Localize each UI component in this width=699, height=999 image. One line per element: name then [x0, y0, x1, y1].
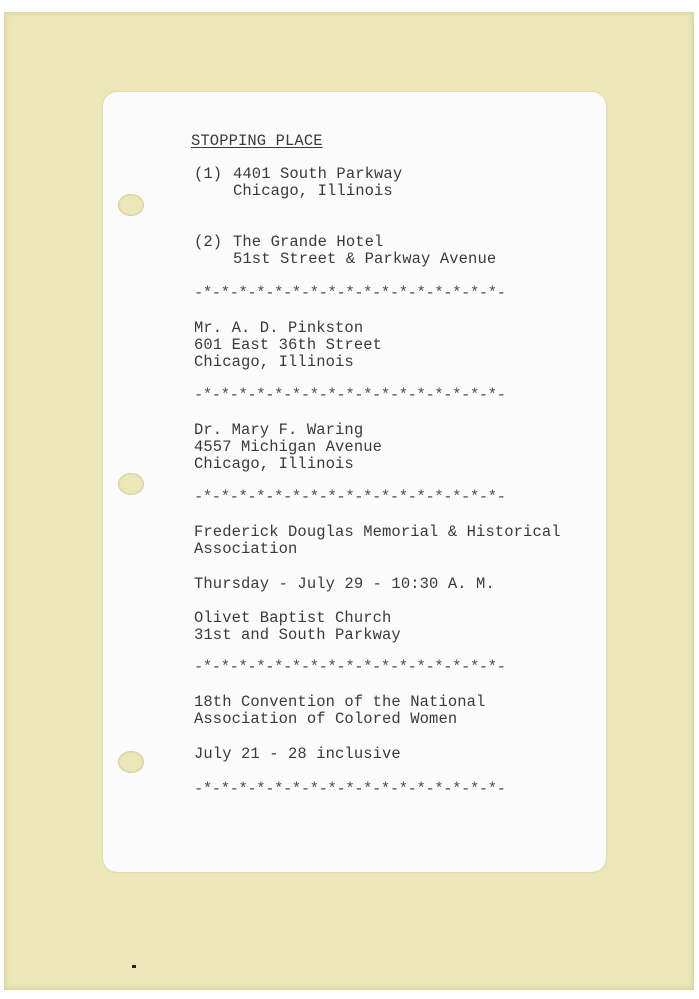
stopping-place-heading: STOPPING PLACE — [191, 132, 323, 150]
event-2-title-cont: Association of Colored Women — [194, 710, 458, 728]
stop-1-city: Chicago, Illinois — [233, 182, 393, 200]
contact-2-name: Dr. Mary F. Waring — [194, 421, 364, 439]
event-1-organization: Frederick Douglas Memorial & Historical — [194, 523, 561, 541]
event-1-datetime: Thursday - July 29 - 10:30 A. M. — [194, 575, 495, 593]
stop-2-number: (2) — [194, 233, 223, 251]
separator-5: -*-*-*-*-*-*-*-*-*-*-*-*-*-*-*-*-*- — [194, 780, 506, 798]
stop-1-address: 4401 South Parkway — [233, 165, 403, 183]
event-2-dates: July 21 - 28 inclusive — [194, 745, 401, 763]
binder-hole-bottom — [118, 751, 144, 773]
contact-1-city: Chicago, Illinois — [194, 353, 354, 371]
stop-2-hotel: The Grande Hotel — [233, 233, 384, 251]
binder-hole-top — [118, 194, 144, 216]
contact-1-street: 601 East 36th Street — [194, 336, 383, 354]
event-1-venue: Olivet Baptist Church — [194, 609, 392, 627]
stop-2-address: 51st Street & Parkway Avenue — [233, 250, 497, 268]
separator-2: -*-*-*-*-*-*-*-*-*-*-*-*-*-*-*-*-*- — [194, 386, 506, 404]
event-2-title: 18th Convention of the National — [194, 693, 486, 711]
stop-1-number: (1) — [194, 165, 223, 183]
separator-4: -*-*-*-*-*-*-*-*-*-*-*-*-*-*-*-*-*- — [194, 658, 506, 676]
event-1-venue-address: 31st and South Parkway — [194, 626, 401, 644]
contact-1-name: Mr. A. D. Pinkston — [194, 319, 364, 337]
contact-2-street: 4557 Michigan Avenue — [194, 438, 383, 456]
separator-1: -*-*-*-*-*-*-*-*-*-*-*-*-*-*-*-*-*- — [194, 284, 506, 302]
separator-3: -*-*-*-*-*-*-*-*-*-*-*-*-*-*-*-*-*- — [194, 488, 506, 506]
binder-hole-middle — [118, 473, 144, 495]
ink-speck — [132, 965, 136, 968]
contact-2-city: Chicago, Illinois — [194, 455, 354, 473]
event-1-organization-cont: Association — [194, 540, 298, 558]
